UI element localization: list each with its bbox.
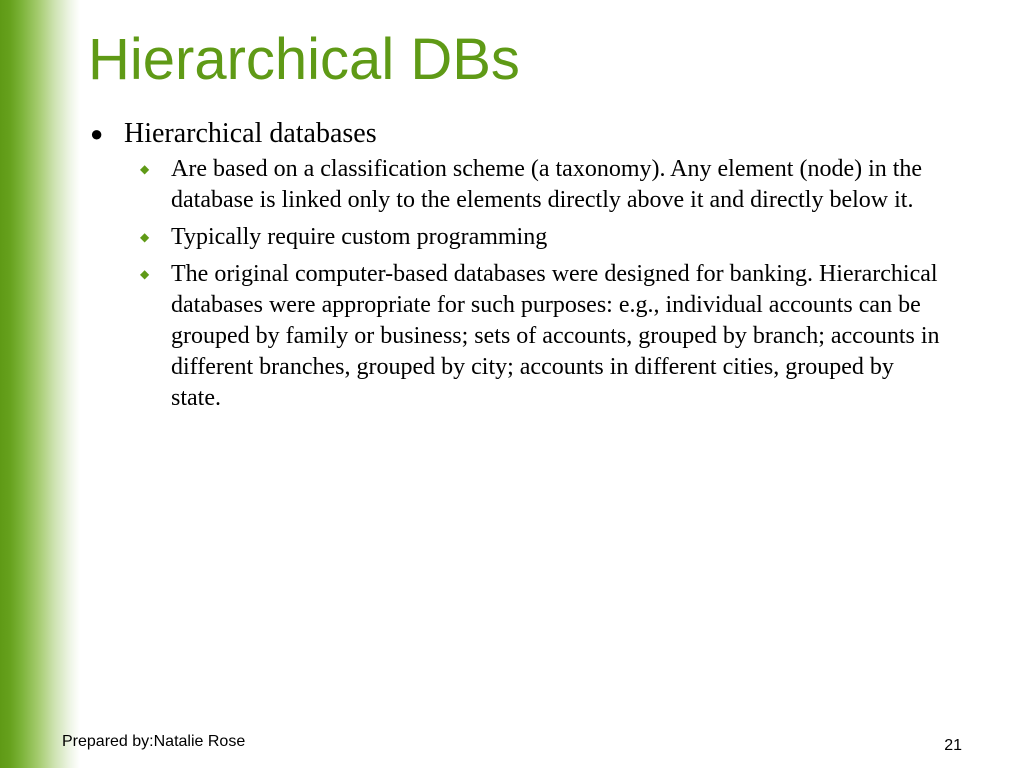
sub-bullet-item: [140, 154, 946, 216]
footer-author: Prepared by:Natalie Rose: [62, 733, 246, 750]
page-number: 21: [944, 737, 962, 754]
sub-bullet-text: Typically require custom programming: [171, 224, 548, 250]
round-bullet-icon: ●: [90, 121, 104, 146]
sub-bullet-list: [86, 154, 946, 414]
side-gradient-band: [0, 0, 80, 768]
diamond-bullet-icon: ◆: [140, 267, 150, 281]
slide-title: Hierarchical DBs: [88, 27, 520, 92]
diamond-bullet-icon: ◆: [140, 162, 150, 176]
diamond-bullet-icon: ◆: [140, 230, 150, 244]
slide-content: [86, 116, 946, 420]
bullet-text: Hierarchical databases: [124, 118, 377, 149]
sub-bullet-item: [140, 222, 946, 253]
sub-bullet-text: Are based on a classification scheme (a taxonomy). Any element (node) in the database is linked only to the elements directly above it and directly below it.: [171, 156, 923, 213]
sub-bullet-text: The original computer-based databases were designed for banking. Hierarchical databases were appropriate for such purposes: e.g., individual accounts can be grouped by family or business; sets of accounts, grouped by branch; accounts in different branches, grouped by city; accounts in different cities, grouped by state.: [171, 261, 940, 411]
bullet-item: [86, 116, 946, 152]
sub-bullet-item: [140, 259, 946, 414]
